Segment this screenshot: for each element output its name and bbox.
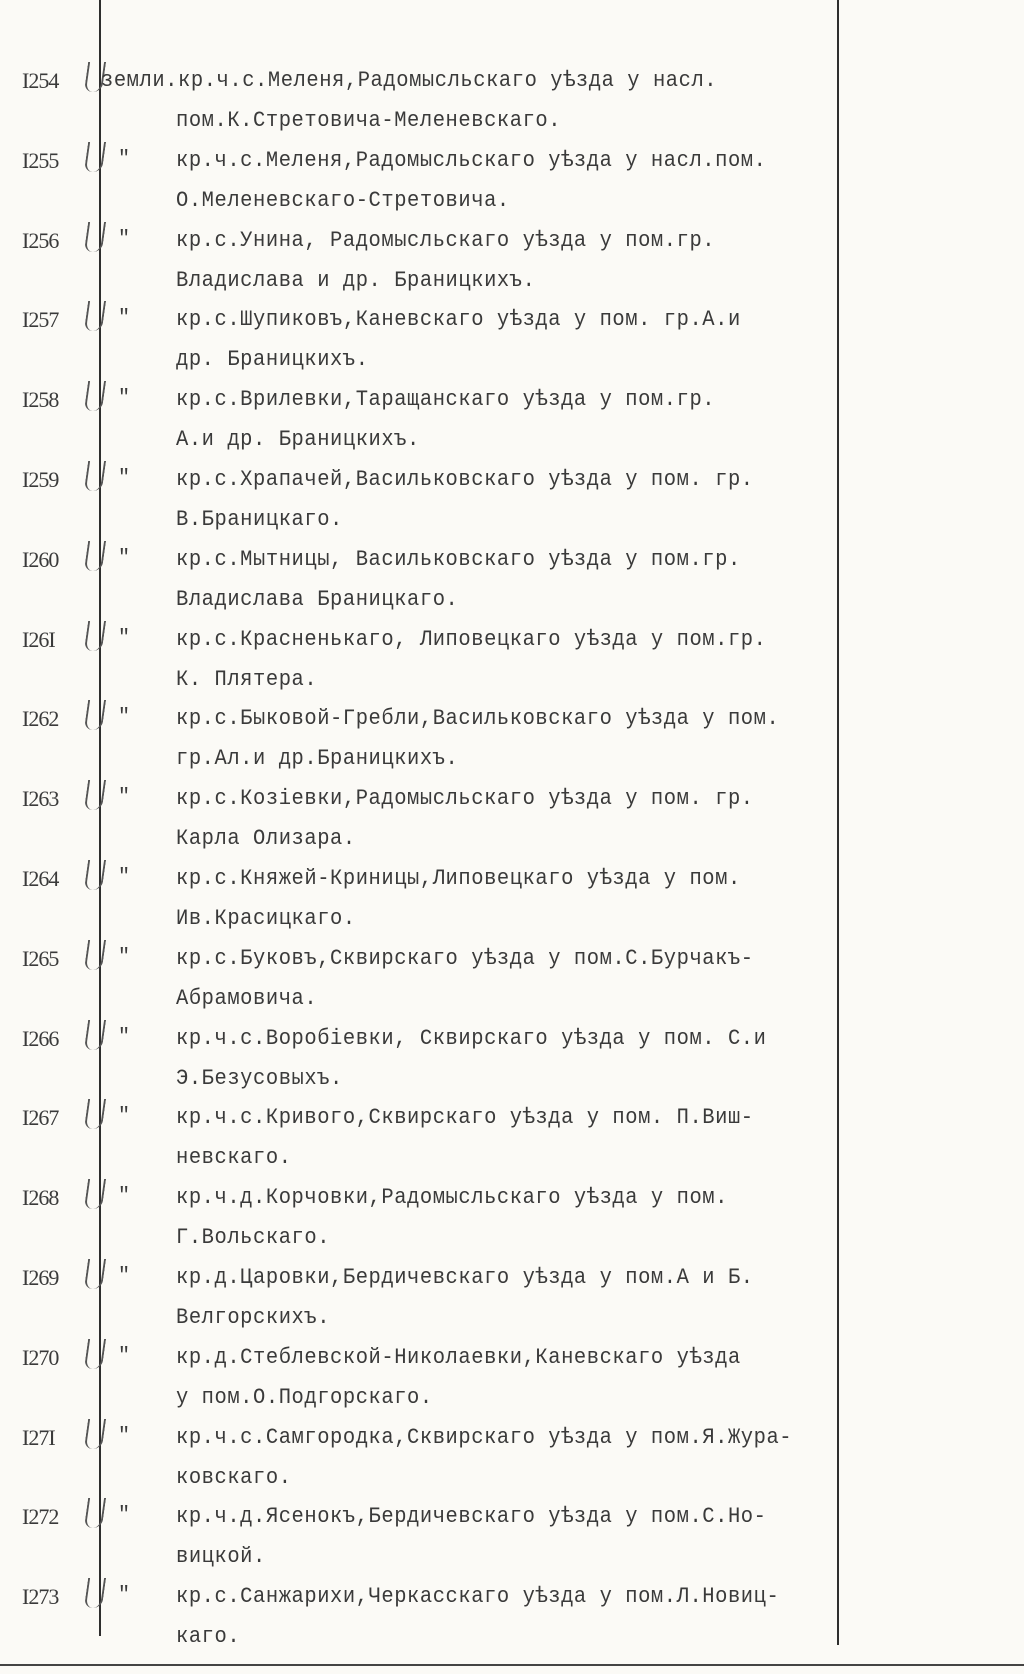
checkmark-icon: [84, 1020, 106, 1050]
entry-text-line: К. Плятера.: [176, 666, 318, 692]
checkmark-icon: [84, 700, 106, 730]
ditto-mark: ": [118, 786, 131, 810]
checkmark-icon: [84, 142, 106, 172]
checkmark-icon: [84, 541, 106, 571]
entry-text-line: кр.с.Мытницы, Васильковскаго уѣзда у пом.гр.: [176, 546, 741, 572]
list-item: [0, 946, 1024, 1026]
ditto-mark: ": [118, 866, 131, 889]
entry-text-line: Ив.Красицкаго.: [176, 906, 356, 931]
ditto-mark: ": [118, 1265, 131, 1288]
entry-text-line: кр.ч.с.Меленя,Радомысльскаго уѣзда у насл.пом.: [176, 147, 767, 173]
entry-text-line: кр.с.Красненькаго, Липовецкаго уѣзда у пом.гр.: [176, 626, 767, 652]
entry-number: I258: [22, 387, 59, 413]
entry-number: I26I: [22, 626, 55, 652]
list-item: [0, 467, 1024, 547]
entry-number: I265: [22, 945, 59, 971]
entry-text-line: кр.с.Санжарихи,Черкасскаго уѣзда у пом.Л.Новиц-: [176, 1584, 780, 1610]
ditto-mark: ": [118, 1504, 131, 1528]
list-item: [0, 1105, 1024, 1185]
list-item: [0, 387, 1024, 467]
entry-number: I268: [22, 1185, 59, 1211]
checkmark-icon: [84, 940, 106, 970]
list-item: [0, 228, 1024, 308]
checkmark-icon: [84, 1498, 106, 1528]
checkmark-icon: [84, 860, 106, 890]
list-item: [0, 1185, 1024, 1265]
checkmark-icon: [84, 381, 106, 411]
entry-text-line: В.Браницкаго.: [176, 507, 343, 532]
checkmark-icon: [84, 222, 106, 252]
entry-text-line: О.Меленевскаго-Стретовича.: [176, 187, 510, 213]
ditto-mark: ": [118, 945, 131, 969]
entry-number: I273: [22, 1584, 59, 1610]
entry-text-line: кр.д.Стеблевской-Николаевки,Каневскаго уѣзда: [176, 1344, 741, 1370]
ditto-mark: ": [118, 387, 131, 411]
entry-text-line: кр.с.Унина, Радомысльскаго уѣзда у пом.гр.: [176, 227, 716, 253]
entry-text-line: ковскаго.: [176, 1464, 292, 1490]
entry-number: I254: [22, 68, 59, 93]
entry-number: I266: [22, 1025, 59, 1051]
entry-text-line: Г.Вольскаго.: [176, 1225, 331, 1251]
checkmark-icon: [84, 1339, 106, 1369]
list-item: [0, 786, 1024, 866]
entry-text-line: у пом.О.Подгорскаго.: [176, 1384, 433, 1410]
entry-text-line: Владислава Браницкаго.: [176, 586, 459, 612]
ditto-mark: ": [118, 1344, 131, 1368]
entry-number: I255: [22, 147, 59, 173]
entry-text-line: кр.д.Царовки,Бердичевскаго уѣзда у пом.А и Б.: [176, 1265, 754, 1290]
entry-number: I269: [22, 1265, 59, 1290]
entry-text-line: Э.Безусовыхъ.: [176, 1065, 343, 1091]
checkmark-icon: [84, 1179, 106, 1209]
checkmark-icon: [84, 780, 106, 810]
ditto-mark: ": [118, 1584, 131, 1608]
entry-number: I262: [22, 706, 59, 732]
entry-number: I27I: [22, 1424, 55, 1450]
list-item: [0, 68, 1024, 148]
entry-text-line: кр.с.Храпачей,Васильковскаго уѣзда у пом. гр.: [176, 467, 754, 492]
entry-number: I272: [22, 1504, 59, 1530]
entry-text-line: Велгорскихъ.: [176, 1305, 331, 1330]
entry-text-line: кр.с.Княжей-Криницы,Липовецкаго уѣзда у пом.: [176, 866, 741, 891]
entry-text-line: кр.с.Буковъ,Сквирскаго уѣзда у пом.С.Бурчакъ-: [176, 945, 754, 971]
entry-text-line: кр.с.Козіевки,Радомысльскаго уѣзда у пом. гр.: [176, 786, 754, 812]
list-item: [0, 627, 1024, 707]
entry-text-line: кр.с.Шупиковъ,Каневскаго уѣзда у пом. гр.А.и: [176, 307, 741, 333]
entry-text-line: Абрамовича.: [176, 985, 318, 1011]
list-item: [0, 706, 1024, 786]
entry-number: I260: [22, 546, 59, 572]
entry-text-line: Карла Олизара.: [176, 826, 356, 852]
list-item: [0, 1425, 1024, 1505]
ditto-mark: ": [118, 1105, 131, 1129]
ditto-mark: ": [118, 227, 131, 251]
entry-number: I257: [22, 307, 59, 333]
ditto-mark: ": [118, 467, 131, 490]
entry-text-line: Владислава и др. Браницкихъ.: [176, 267, 536, 293]
list-item: [0, 1504, 1024, 1584]
checkmark-icon: [84, 1259, 106, 1289]
list-item: [0, 1265, 1024, 1345]
ditto-mark: ": [118, 1025, 131, 1049]
list-item: [0, 148, 1024, 228]
entry-text-line: земли.кр.ч.с.Меленя,Радомысльскаго уѣзда у насл.: [101, 68, 718, 93]
ditto-mark: ": [118, 706, 131, 730]
checkmark-icon: [84, 461, 106, 491]
entry-number: I270: [22, 1344, 59, 1370]
ditto-mark: ": [118, 147, 131, 171]
checkmark-icon: [84, 301, 106, 331]
entry-text-line: пом.К.Стретовича-Меленевскаго.: [176, 108, 562, 133]
entry-text-line: каго.: [176, 1624, 241, 1650]
checkmark-icon: [84, 1578, 106, 1608]
entry-text-line: гр.Ал.и др.Браницкихъ.: [176, 746, 459, 772]
entry-text-line: кр.ч.с.Воробіевки, Сквирскаго уѣзда у пом. С.и: [176, 1025, 767, 1051]
page-bottom-edge: [0, 1664, 1024, 1666]
ditto-mark: ": [118, 1185, 131, 1209]
entry-text-line: др. Браницкихъ.: [176, 347, 369, 373]
list-item: [0, 1584, 1024, 1664]
checkmark-icon: [84, 1419, 106, 1449]
entry-text-line: кр.с.Быковой-Гребли,Васильковскаго уѣзда у пом.: [176, 706, 780, 732]
ditto-mark: ": [118, 307, 131, 331]
ditto-mark: ": [118, 1424, 131, 1448]
entry-number: I264: [22, 866, 59, 891]
entry-text-line: вицкой.: [176, 1544, 266, 1570]
entry-text-line: кр.ч.с.Самгородка,Сквирскаго уѣзда у пом.Я.Жура-: [176, 1424, 793, 1450]
entry-number: I263: [22, 786, 59, 812]
list-item: [0, 547, 1024, 627]
checkmark-icon: [84, 621, 106, 651]
entry-text-line: кр.ч.д.Корчовки,Радомысльскаго уѣзда у пом.: [176, 1185, 728, 1211]
entry-text-line: кр.ч.д.Ясенокъ,Бердичевскаго уѣзда у пом.С.Но-: [176, 1504, 767, 1530]
list-item: [0, 866, 1024, 946]
entry-text-line: А.и др. Браницкихъ.: [176, 427, 420, 453]
entry-number: I256: [22, 227, 59, 253]
ditto-mark: ": [118, 626, 131, 650]
entry-number: I267: [22, 1105, 59, 1131]
list-item: [0, 1345, 1024, 1425]
checkmark-icon: [84, 1099, 106, 1129]
list-item: [0, 1026, 1024, 1106]
list-item: [0, 307, 1024, 387]
entry-number: I259: [22, 467, 59, 492]
entry-text-line: кр.с.Врилевки,Таращанскаго уѣзда у пом.гр.: [176, 387, 716, 413]
ditto-mark: ": [118, 546, 131, 570]
entry-text-line: невскаго.: [176, 1145, 292, 1171]
entry-text-line: кр.ч.с.Кривого,Сквирскаго уѣзда у пом. П.Виш-: [176, 1105, 754, 1131]
